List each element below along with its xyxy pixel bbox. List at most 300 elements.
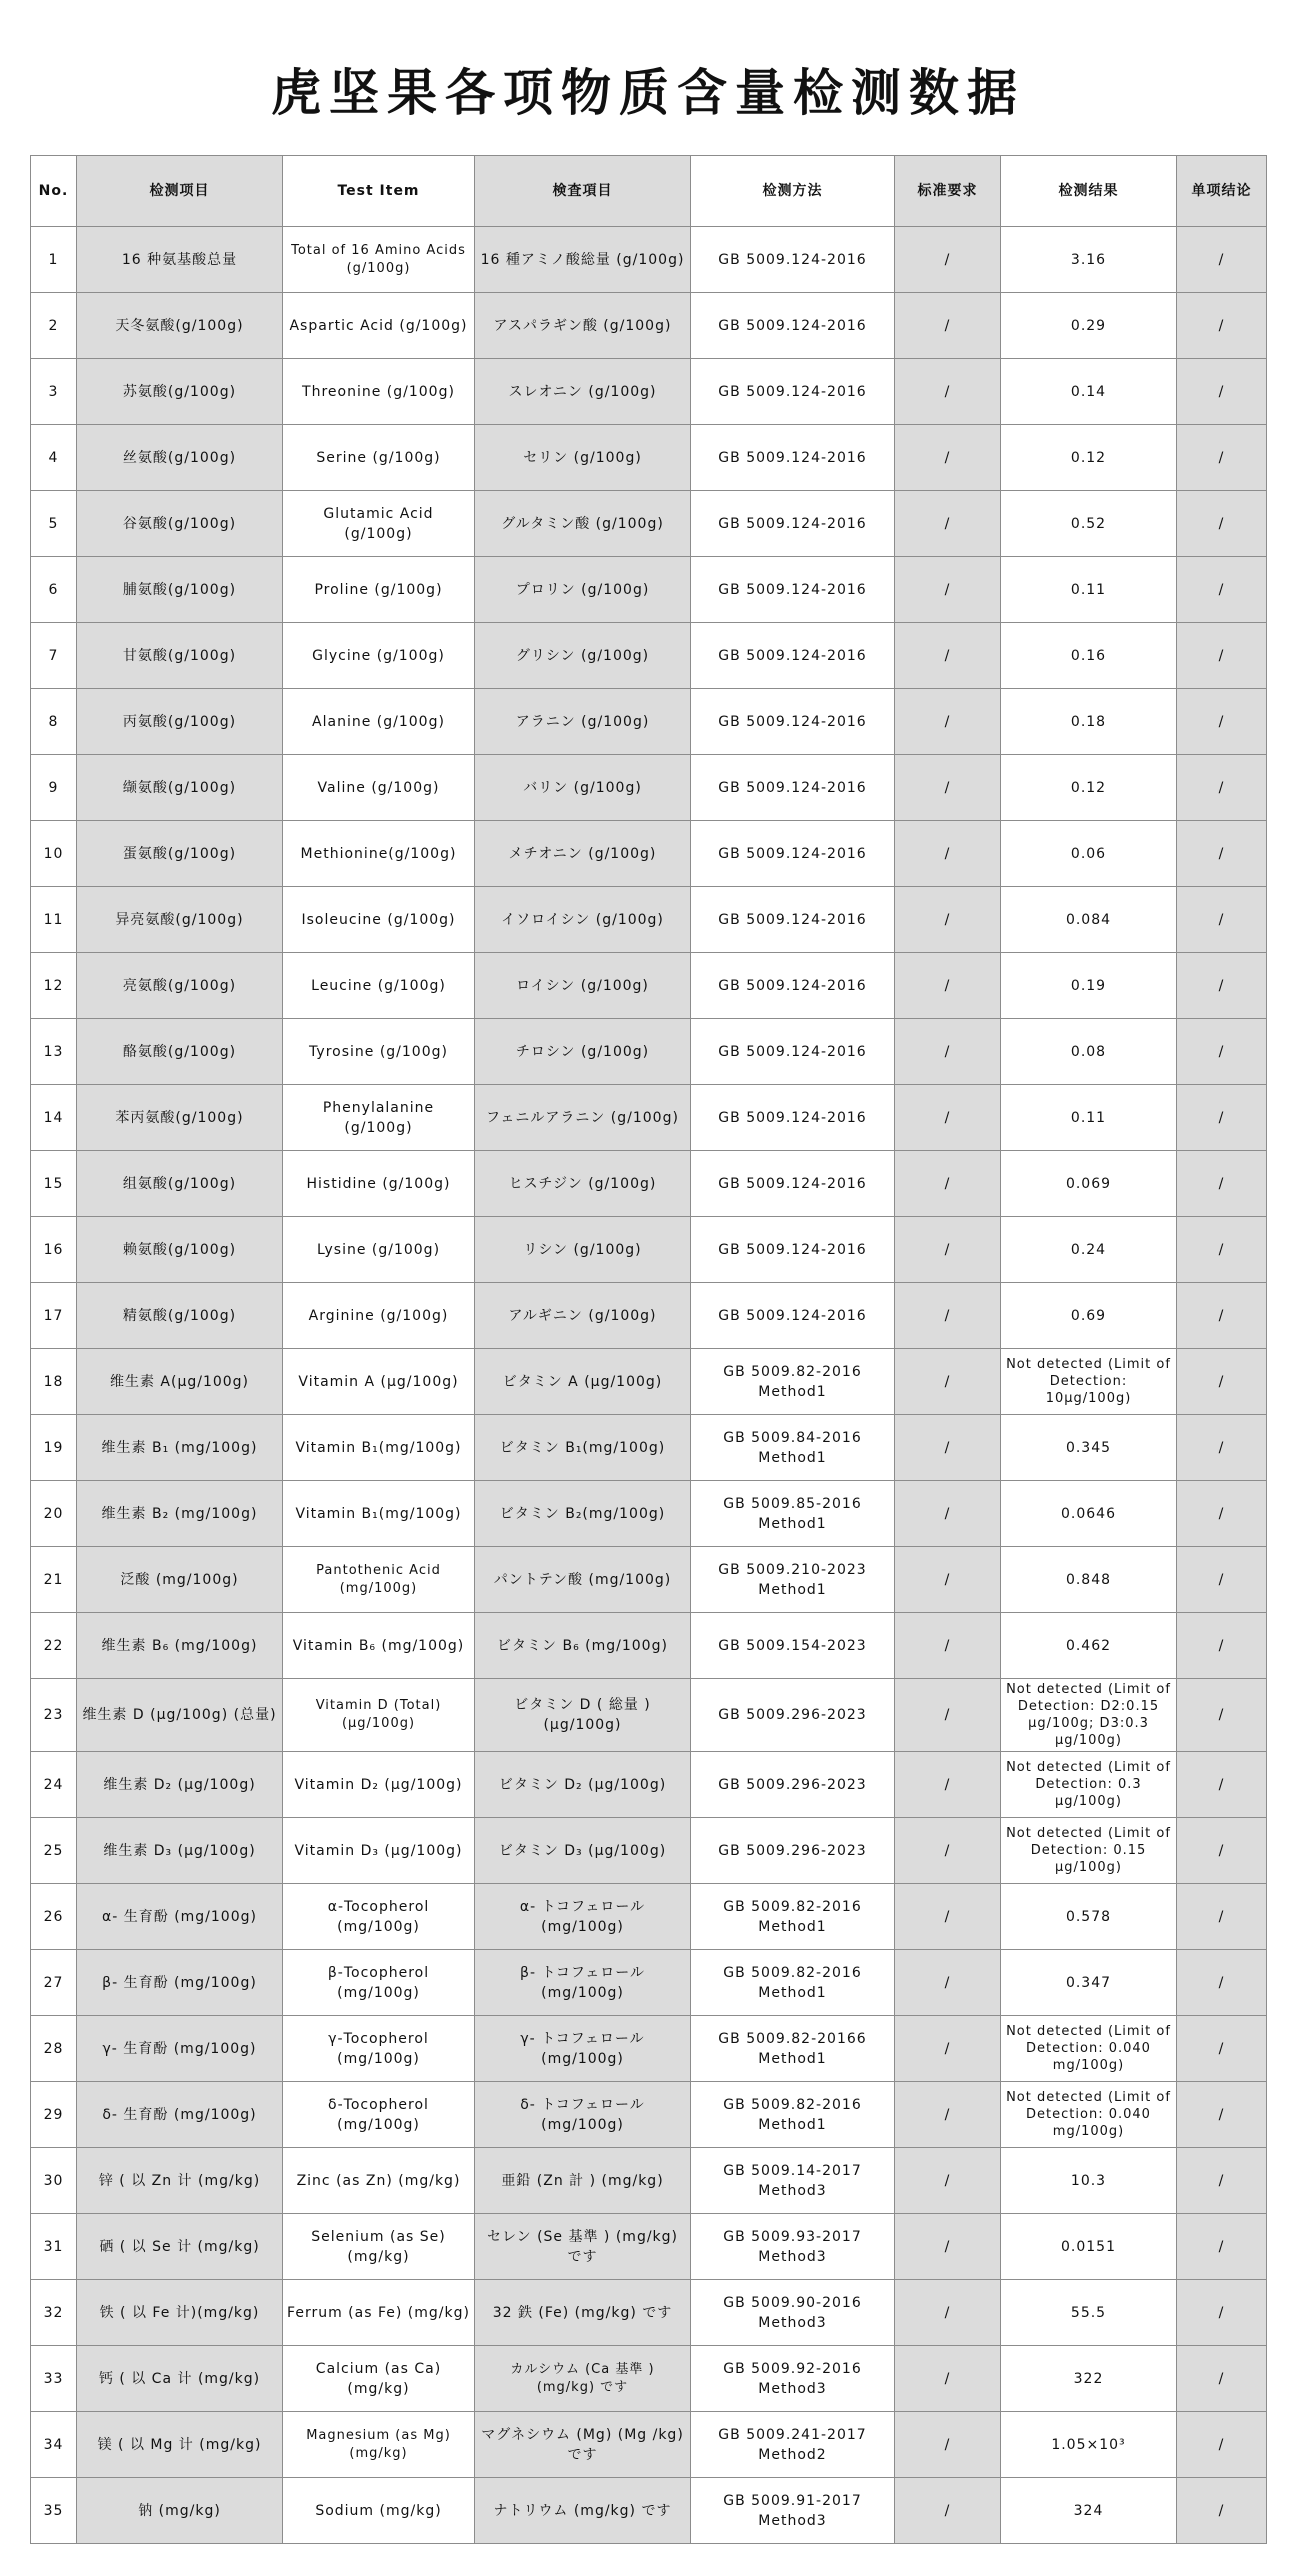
cell-method: GB 5009.124-2016 (691, 953, 895, 1019)
cell-no: 31 (31, 2214, 77, 2280)
cell-standard: / (895, 2214, 1001, 2280)
cell-item-jp: ロイシン (g/100g) (475, 953, 691, 1019)
cell-method: GB 5009.210-2023 Method1 (691, 1547, 895, 1613)
cell-item-jp: ヒスチジン (g/100g) (475, 1151, 691, 1217)
cell-item-en: Ferrum (as Fe) (mg/kg) (283, 2280, 475, 2346)
cell-standard: / (895, 2346, 1001, 2412)
cell-result: Not detected (Limit of Detection: 0.15 µg/100g) (1001, 1818, 1177, 1884)
table-row (31, 953, 1267, 1019)
cell-item-cn: 维生素 A(µg/100g) (77, 1349, 283, 1415)
cell-method: GB 5009.124-2016 (691, 623, 895, 689)
cell-item-jp: フェニルアラニン (g/100g) (475, 1085, 691, 1151)
cell-method: GB 5009.124-2016 (691, 359, 895, 425)
cell-result: 0.462 (1001, 1613, 1177, 1679)
cell-result: 0.24 (1001, 1217, 1177, 1283)
cell-result: 0.084 (1001, 887, 1177, 953)
cell-no: 7 (31, 623, 77, 689)
cell-conclusion: / (1177, 557, 1267, 623)
table-row (31, 755, 1267, 821)
cell-conclusion: / (1177, 1151, 1267, 1217)
cell-item-en: Vitamin B₁(mg/100g) (283, 1481, 475, 1547)
cell-no: 13 (31, 1019, 77, 1085)
cell-no: 26 (31, 1884, 77, 1950)
cell-conclusion: / (1177, 425, 1267, 491)
cell-conclusion: / (1177, 1679, 1267, 1752)
cell-no: 3 (31, 359, 77, 425)
cell-method: GB 5009.124-2016 (691, 293, 895, 359)
cell-result: Not detected (Limit of Detection: 10µg/100g) (1001, 1349, 1177, 1415)
cell-result: 0.18 (1001, 689, 1177, 755)
cell-item-cn: γ- 生育酚 (mg/100g) (77, 2016, 283, 2082)
cell-result: 0.12 (1001, 755, 1177, 821)
cell-method: GB 5009.124-2016 (691, 1019, 895, 1085)
cell-result: Not detected (Limit of Detection: D2:0.15 µg/100g; D3:0.3 µg/100g) (1001, 1679, 1177, 1752)
cell-item-en: δ-Tocopherol (mg/100g) (283, 2082, 475, 2148)
cell-result: 0.0646 (1001, 1481, 1177, 1547)
cell-item-jp: プロリン (g/100g) (475, 557, 691, 623)
cell-result: 0.848 (1001, 1547, 1177, 1613)
cell-no: 5 (31, 491, 77, 557)
cell-standard: / (895, 1613, 1001, 1679)
cell-method: GB 5009.82-20166 Method1 (691, 2016, 895, 2082)
cell-standard: / (895, 1019, 1001, 1085)
cell-method: GB 5009.82-2016 Method1 (691, 1950, 895, 2016)
cell-conclusion: / (1177, 821, 1267, 887)
test-results-table (30, 155, 1267, 2544)
table-row (31, 359, 1267, 425)
cell-conclusion: / (1177, 2082, 1267, 2148)
cell-item-cn: 维生素 B₁ (mg/100g) (77, 1415, 283, 1481)
table-row (31, 557, 1267, 623)
cell-method: GB 5009.124-2016 (691, 689, 895, 755)
cell-item-jp: ナトリウム (mg/kg) です (475, 2478, 691, 2544)
cell-item-cn: 苯丙氨酸(g/100g) (77, 1085, 283, 1151)
cell-result: 0.069 (1001, 1151, 1177, 1217)
table-row (31, 1547, 1267, 1613)
cell-conclusion: / (1177, 2016, 1267, 2082)
cell-result: 0.69 (1001, 1283, 1177, 1349)
cell-item-cn: 天冬氨酸(g/100g) (77, 293, 283, 359)
table-row (31, 1217, 1267, 1283)
cell-no: 32 (31, 2280, 77, 2346)
cell-item-en: β-Tocopherol (mg/100g) (283, 1950, 475, 2016)
table-row (31, 2148, 1267, 2214)
cell-item-en: Valine (g/100g) (283, 755, 475, 821)
table-row (31, 623, 1267, 689)
cell-result: 0.52 (1001, 491, 1177, 557)
header-item-jp: 検査項目 (475, 156, 691, 227)
cell-result: Not detected (Limit of Detection: 0.3 µg/100g) (1001, 1752, 1177, 1818)
cell-standard: / (895, 1884, 1001, 1950)
cell-result: 55.5 (1001, 2280, 1177, 2346)
cell-method: GB 5009.82-2016 Method1 (691, 2082, 895, 2148)
header-item-en: Test Item (283, 156, 475, 227)
cell-standard: / (895, 1217, 1001, 1283)
cell-item-cn: 赖氨酸(g/100g) (77, 1217, 283, 1283)
table-row (31, 689, 1267, 755)
cell-conclusion: / (1177, 689, 1267, 755)
cell-no: 29 (31, 2082, 77, 2148)
cell-item-jp: マグネシウム (Mg) (Mg /kg) です (475, 2412, 691, 2478)
cell-no: 8 (31, 689, 77, 755)
cell-conclusion: / (1177, 1613, 1267, 1679)
cell-item-jp: カルシウム (Ca 基準 ) (mg/kg) です (475, 2346, 691, 2412)
cell-method: GB 5009.14-2017 Method3 (691, 2148, 895, 2214)
cell-no: 14 (31, 1085, 77, 1151)
cell-result: 0.0151 (1001, 2214, 1177, 2280)
cell-item-cn: 铁 ( 以 Fe 计)(mg/kg) (77, 2280, 283, 2346)
cell-item-en: Calcium (as Ca) (mg/kg) (283, 2346, 475, 2412)
cell-item-jp: パントテン酸 (mg/100g) (475, 1547, 691, 1613)
cell-item-cn: 维生素 B₆ (mg/100g) (77, 1613, 283, 1679)
cell-conclusion: / (1177, 2478, 1267, 2544)
cell-standard: / (895, 1283, 1001, 1349)
cell-item-en: Leucine (g/100g) (283, 953, 475, 1019)
cell-conclusion: / (1177, 227, 1267, 293)
cell-standard: / (895, 293, 1001, 359)
cell-no: 6 (31, 557, 77, 623)
cell-item-cn: β- 生育酚 (mg/100g) (77, 1950, 283, 2016)
cell-conclusion: / (1177, 953, 1267, 1019)
table-row (31, 2082, 1267, 2148)
table-row (31, 293, 1267, 359)
cell-result: 0.345 (1001, 1415, 1177, 1481)
table-row (31, 491, 1267, 557)
cell-no: 17 (31, 1283, 77, 1349)
cell-item-jp: δ- トコフェロール (mg/100g) (475, 2082, 691, 2148)
cell-conclusion: / (1177, 1085, 1267, 1151)
cell-result: 0.11 (1001, 1085, 1177, 1151)
cell-item-en: Tyrosine (g/100g) (283, 1019, 475, 1085)
cell-item-jp: ビタミン B₆ (mg/100g) (475, 1613, 691, 1679)
cell-no: 2 (31, 293, 77, 359)
cell-item-cn: 精氨酸(g/100g) (77, 1283, 283, 1349)
cell-method: GB 5009.124-2016 (691, 821, 895, 887)
cell-item-cn: 硒 ( 以 Se 计 (mg/kg) (77, 2214, 283, 2280)
cell-result: 0.08 (1001, 1019, 1177, 1085)
cell-standard: / (895, 2412, 1001, 2478)
cell-method: GB 5009.124-2016 (691, 755, 895, 821)
cell-result: Not detected (Limit of Detection: 0.040 mg/100g) (1001, 2082, 1177, 2148)
cell-item-en: Isoleucine (g/100g) (283, 887, 475, 953)
cell-no: 18 (31, 1349, 77, 1415)
cell-conclusion: / (1177, 2214, 1267, 2280)
cell-conclusion: / (1177, 755, 1267, 821)
cell-method: GB 5009.82-2016 Method1 (691, 1349, 895, 1415)
cell-item-cn: 丙氨酸(g/100g) (77, 689, 283, 755)
cell-standard: / (895, 227, 1001, 293)
cell-standard: / (895, 425, 1001, 491)
table-row (31, 1752, 1267, 1818)
table-row (31, 2016, 1267, 2082)
header-standard: 标准要求 (895, 156, 1001, 227)
cell-no: 28 (31, 2016, 77, 2082)
cell-conclusion: / (1177, 2148, 1267, 2214)
table-row (31, 2280, 1267, 2346)
cell-no: 27 (31, 1950, 77, 2016)
cell-conclusion: / (1177, 1217, 1267, 1283)
cell-item-cn: 丝氨酸(g/100g) (77, 425, 283, 491)
cell-item-cn: 甘氨酸(g/100g) (77, 623, 283, 689)
cell-result: 10.3 (1001, 2148, 1177, 2214)
cell-conclusion: / (1177, 1481, 1267, 1547)
cell-item-jp: ビタミン D₂ (µg/100g) (475, 1752, 691, 1818)
cell-standard: / (895, 2280, 1001, 2346)
cell-item-jp: リシン (g/100g) (475, 1217, 691, 1283)
cell-result: 0.578 (1001, 1884, 1177, 1950)
cell-item-cn: 缬氨酸(g/100g) (77, 755, 283, 821)
cell-method: GB 5009.124-2016 (691, 557, 895, 623)
table-row (31, 2214, 1267, 2280)
cell-standard: / (895, 1818, 1001, 1884)
table-row (31, 2478, 1267, 2544)
cell-no: 12 (31, 953, 77, 1019)
cell-conclusion: / (1177, 1884, 1267, 1950)
cell-method: GB 5009.82-2016 Method1 (691, 1884, 895, 1950)
cell-item-cn: 异亮氨酸(g/100g) (77, 887, 283, 953)
cell-item-en: α-Tocopherol (mg/100g) (283, 1884, 475, 1950)
cell-conclusion: / (1177, 2346, 1267, 2412)
cell-no: 16 (31, 1217, 77, 1283)
table-row (31, 1283, 1267, 1349)
header-result: 检测结果 (1001, 156, 1177, 227)
cell-item-cn: 维生素 D (µg/100g) (总量) (77, 1679, 283, 1752)
cell-no: 20 (31, 1481, 77, 1547)
table-row (31, 1085, 1267, 1151)
cell-item-cn: 16 种氨基酸总量 (77, 227, 283, 293)
cell-standard: / (895, 887, 1001, 953)
cell-method: GB 5009.241-2017 Method2 (691, 2412, 895, 2478)
cell-item-jp: イソロイシン (g/100g) (475, 887, 691, 953)
cell-conclusion: / (1177, 293, 1267, 359)
page-title: 虎坚果各项物质含量检测数据 (271, 64, 1025, 122)
cell-no: 34 (31, 2412, 77, 2478)
table-row (31, 1818, 1267, 1884)
cell-item-jp: グリシン (g/100g) (475, 623, 691, 689)
cell-method: GB 5009.84-2016 Method1 (691, 1415, 895, 1481)
cell-no: 25 (31, 1818, 77, 1884)
cell-standard: / (895, 1151, 1001, 1217)
cell-item-cn: 蛋氨酸(g/100g) (77, 821, 283, 887)
cell-item-jp: 16 種アミノ酸総量 (g/100g) (475, 227, 691, 293)
cell-item-jp: チロシン (g/100g) (475, 1019, 691, 1085)
cell-item-cn: 镁 ( 以 Mg 计 (mg/kg) (77, 2412, 283, 2478)
cell-method: GB 5009.124-2016 (691, 1151, 895, 1217)
cell-no: 30 (31, 2148, 77, 2214)
cell-result: 0.29 (1001, 293, 1177, 359)
cell-item-jp: ビタミン B₂(mg/100g) (475, 1481, 691, 1547)
cell-item-cn: 泛酸 (mg/100g) (77, 1547, 283, 1613)
cell-item-en: Aspartic Acid (g/100g) (283, 293, 475, 359)
cell-standard: / (895, 491, 1001, 557)
cell-item-jp: アラニン (g/100g) (475, 689, 691, 755)
cell-conclusion: / (1177, 887, 1267, 953)
cell-method: GB 5009.124-2016 (691, 227, 895, 293)
cell-item-cn: 维生素 B₂ (mg/100g) (77, 1481, 283, 1547)
table-row (31, 1349, 1267, 1415)
cell-item-en: Serine (g/100g) (283, 425, 475, 491)
cell-method: GB 5009.154-2023 (691, 1613, 895, 1679)
cell-item-jp: セレン (Se 基準 ) (mg/kg) です (475, 2214, 691, 2280)
cell-standard: / (895, 623, 1001, 689)
cell-standard: / (895, 359, 1001, 425)
cell-method: GB 5009.296-2023 (691, 1752, 895, 1818)
cell-conclusion: / (1177, 1752, 1267, 1818)
cell-item-cn: 组氨酸(g/100g) (77, 1151, 283, 1217)
cell-item-en: Arginine (g/100g) (283, 1283, 475, 1349)
cell-standard: / (895, 2016, 1001, 2082)
cell-standard: / (895, 1481, 1001, 1547)
cell-standard: / (895, 2082, 1001, 2148)
cell-result: 322 (1001, 2346, 1177, 2412)
cell-method: GB 5009.85-2016 Method1 (691, 1481, 895, 1547)
cell-conclusion: / (1177, 491, 1267, 557)
cell-method: GB 5009.124-2016 (691, 887, 895, 953)
cell-no: 4 (31, 425, 77, 491)
cell-item-en: Lysine (g/100g) (283, 1217, 475, 1283)
cell-no: 1 (31, 227, 77, 293)
cell-no: 11 (31, 887, 77, 953)
cell-conclusion: / (1177, 1415, 1267, 1481)
header-conclusion: 单项结论 (1177, 156, 1267, 227)
cell-conclusion: / (1177, 2280, 1267, 2346)
cell-item-en: Methionine(g/100g) (283, 821, 475, 887)
cell-item-en: Vitamin D₃ (µg/100g) (283, 1818, 475, 1884)
cell-item-en: Vitamin D (Total) (µg/100g) (283, 1679, 475, 1752)
cell-item-cn: 维生素 D₃ (µg/100g) (77, 1818, 283, 1884)
cell-result: 0.19 (1001, 953, 1177, 1019)
table-row (31, 2412, 1267, 2478)
cell-no: 24 (31, 1752, 77, 1818)
cell-item-cn: 脯氨酸(g/100g) (77, 557, 283, 623)
cell-item-cn: 酪氨酸(g/100g) (77, 1019, 283, 1085)
cell-method: GB 5009.296-2023 (691, 1679, 895, 1752)
table-row (31, 1019, 1267, 1085)
cell-standard: / (895, 2478, 1001, 2544)
cell-item-jp: β- トコフェロール (mg/100g) (475, 1950, 691, 2016)
cell-method: GB 5009.91-2017 Method3 (691, 2478, 895, 2544)
header-method: 检测方法 (691, 156, 895, 227)
cell-result: Not detected (Limit of Detection: 0.040 mg/100g) (1001, 2016, 1177, 2082)
cell-item-cn: 苏氨酸(g/100g) (77, 359, 283, 425)
table-row (31, 425, 1267, 491)
cell-item-en: Proline (g/100g) (283, 557, 475, 623)
table-body (31, 227, 1267, 2544)
cell-item-en: Zinc (as Zn) (mg/kg) (283, 2148, 475, 2214)
cell-standard: / (895, 1950, 1001, 2016)
cell-item-en: Glycine (g/100g) (283, 623, 475, 689)
cell-item-en: Phenylalanine (g/100g) (283, 1085, 475, 1151)
cell-standard: / (895, 557, 1001, 623)
cell-item-cn: δ- 生育酚 (mg/100g) (77, 2082, 283, 2148)
cell-item-jp: アスパラギン酸 (g/100g) (475, 293, 691, 359)
cell-method: GB 5009.124-2016 (691, 491, 895, 557)
cell-standard: / (895, 2148, 1001, 2214)
cell-item-jp: ビタミン A (µg/100g) (475, 1349, 691, 1415)
cell-item-en: Vitamin D₂ (µg/100g) (283, 1752, 475, 1818)
table-row (31, 1613, 1267, 1679)
cell-method: GB 5009.90-2016 Method3 (691, 2280, 895, 2346)
table-row (31, 227, 1267, 293)
cell-conclusion: / (1177, 1283, 1267, 1349)
table-row (31, 1481, 1267, 1547)
table-row (31, 887, 1267, 953)
cell-standard: / (895, 1547, 1001, 1613)
cell-item-en: Magnesium (as Mg) (mg/kg) (283, 2412, 475, 2478)
cell-standard: / (895, 953, 1001, 1019)
cell-item-jp: 亜鉛 (Zn 計 ) (mg/kg) (475, 2148, 691, 2214)
cell-item-en: γ-Tocopherol (mg/100g) (283, 2016, 475, 2082)
cell-result: 0.14 (1001, 359, 1177, 425)
cell-item-en: Vitamin B₆ (mg/100g) (283, 1613, 475, 1679)
header-row (31, 156, 1267, 227)
cell-item-jp: メチオニン (g/100g) (475, 821, 691, 887)
cell-item-cn: α- 生育酚 (mg/100g) (77, 1884, 283, 1950)
cell-result: 324 (1001, 2478, 1177, 2544)
cell-standard: / (895, 689, 1001, 755)
cell-item-en: Threonine (g/100g) (283, 359, 475, 425)
cell-method: GB 5009.93-2017 Method3 (691, 2214, 895, 2280)
table-row (31, 1151, 1267, 1217)
cell-item-en: Selenium (as Se) (mg/kg) (283, 2214, 475, 2280)
cell-result: 0.12 (1001, 425, 1177, 491)
cell-standard: / (895, 1415, 1001, 1481)
cell-item-jp: ビタミン D₃ (µg/100g) (475, 1818, 691, 1884)
table-row (31, 1950, 1267, 2016)
table-row (31, 1415, 1267, 1481)
cell-result: 3.16 (1001, 227, 1177, 293)
cell-standard: / (895, 1679, 1001, 1752)
cell-item-en: Total of 16 Amino Acids (g/100g) (283, 227, 475, 293)
cell-method: GB 5009.296-2023 (691, 1818, 895, 1884)
cell-item-jp: スレオニン (g/100g) (475, 359, 691, 425)
cell-item-cn: 钙 ( 以 Ca 计 (mg/kg) (77, 2346, 283, 2412)
cell-conclusion: / (1177, 1349, 1267, 1415)
cell-standard: / (895, 1085, 1001, 1151)
cell-standard: / (895, 1349, 1001, 1415)
cell-no: 22 (31, 1613, 77, 1679)
cell-standard: / (895, 755, 1001, 821)
cell-item-en: Sodium (mg/kg) (283, 2478, 475, 2544)
cell-result: 1.05×10³ (1001, 2412, 1177, 2478)
cell-method: GB 5009.124-2016 (691, 1283, 895, 1349)
cell-conclusion: / (1177, 1547, 1267, 1613)
cell-standard: / (895, 821, 1001, 887)
cell-item-en: Alanine (g/100g) (283, 689, 475, 755)
cell-item-jp: セリン (g/100g) (475, 425, 691, 491)
cell-item-en: Pantothenic Acid (mg/100g) (283, 1547, 475, 1613)
cell-item-cn: 维生素 D₂ (µg/100g) (77, 1752, 283, 1818)
cell-no: 19 (31, 1415, 77, 1481)
cell-item-jp: バリン (g/100g) (475, 755, 691, 821)
cell-item-jp: α- トコフェロール (mg/100g) (475, 1884, 691, 1950)
cell-item-cn: 谷氨酸(g/100g) (77, 491, 283, 557)
cell-no: 35 (31, 2478, 77, 2544)
cell-no: 15 (31, 1151, 77, 1217)
cell-method: GB 5009.124-2016 (691, 1217, 895, 1283)
cell-item-jp: アルギニン (g/100g) (475, 1283, 691, 1349)
cell-standard: / (895, 1752, 1001, 1818)
cell-result: 0.11 (1001, 557, 1177, 623)
cell-item-jp: グルタミン酸 (g/100g) (475, 491, 691, 557)
cell-no: 21 (31, 1547, 77, 1613)
cell-no: 33 (31, 2346, 77, 2412)
header-item-cn: 检测项目 (77, 156, 283, 227)
cell-conclusion: / (1177, 2412, 1267, 2478)
cell-conclusion: / (1177, 1950, 1267, 2016)
cell-method: GB 5009.124-2016 (691, 1085, 895, 1151)
cell-item-jp: ビタミン B₁(mg/100g) (475, 1415, 691, 1481)
